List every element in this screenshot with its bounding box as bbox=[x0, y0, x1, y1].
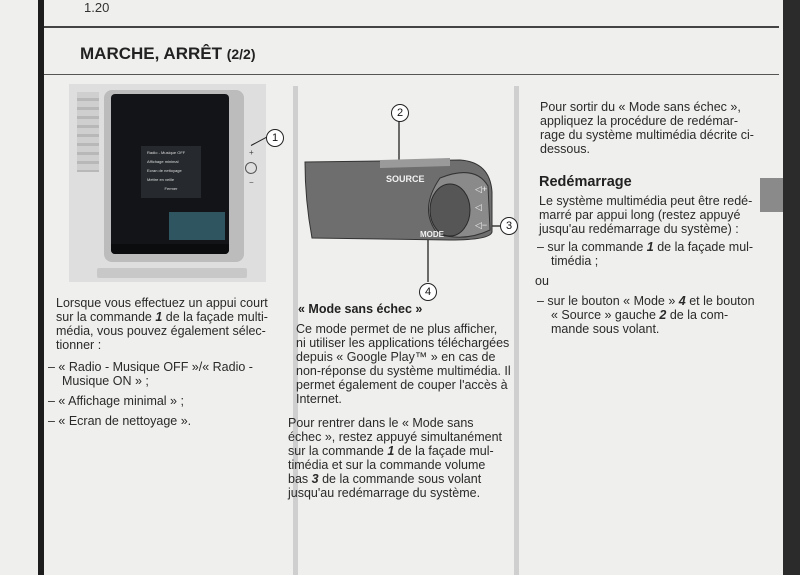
bullet-affichage: – « Affichage minimal » ; bbox=[48, 394, 184, 408]
title-rule bbox=[44, 74, 779, 75]
mode-label: MODE bbox=[420, 230, 444, 239]
left-intro: Lorsque vous effectuez un appui court sur la commande 1 de la façade multi- média, vous pouvez également sélec- tionner : bbox=[56, 296, 268, 352]
source-label: SOURCE bbox=[386, 174, 425, 184]
steering-control-illustration bbox=[300, 100, 522, 300]
menu-item-radio: Radio - Musique OFF bbox=[147, 150, 186, 155]
svg-text:◁: ◁ bbox=[475, 202, 482, 212]
menu-item-veille: Mettre en veille bbox=[147, 177, 175, 182]
quick-menu-popup bbox=[141, 146, 201, 198]
binding-edge bbox=[38, 0, 44, 575]
restart-heading: Redémarrage bbox=[539, 174, 632, 190]
menu-item-affichage: Affichage minimal bbox=[147, 159, 179, 164]
screen-display bbox=[111, 94, 229, 254]
title-main: MARCHE, ARRÊT bbox=[80, 44, 222, 63]
restart-bullet-1: – sur la commande 1 de la façade mul- bbox=[537, 240, 754, 254]
title-suffix: (2/2) bbox=[226, 46, 256, 62]
bullet-radio: – « Radio - Musique OFF »/« Radio - bbox=[48, 360, 253, 374]
page-number: 1.20 bbox=[84, 0, 110, 15]
multimedia-screen-illustration bbox=[69, 84, 266, 282]
power-button-icon bbox=[245, 162, 257, 174]
or-label: ou bbox=[535, 274, 549, 288]
chapter-tab bbox=[760, 178, 783, 212]
left-bullets: – « Radio - Musique OFF »/« Radio - Musique ON » ; – « Affichage minimal » ; – « Ecran de nettoyage ». bbox=[48, 360, 283, 428]
bullet-ecran: – « Ecran de nettoyage ». bbox=[48, 414, 192, 428]
restart-options: – sur la commande 1 de la façade mul- timédia ; ou – sur le bouton « Mode » 4 et le bouton « Source » gauche 2 de la com- mande sous volant. bbox=[537, 240, 757, 336]
menu-close: Fermer bbox=[164, 186, 178, 191]
callout-1: 1 bbox=[266, 129, 284, 147]
screen-status-bar bbox=[111, 244, 229, 254]
console-bar bbox=[97, 268, 247, 278]
callout-3: 3 bbox=[500, 217, 518, 235]
safe-mode-heading: « Mode sans échec » bbox=[298, 302, 423, 316]
callout-4: 4 bbox=[419, 283, 437, 301]
safe-mode-enter: Pour rentrer dans le « Mode sans échec », restez appuyé simultanément sur la commande 1 de la façade mul- timédia et sur la commande volume bas 3 de la commande sous volant jusqu'au redémarrage du système. bbox=[288, 416, 503, 500]
restart-description: Le système multimédia peut être redé- marré par appui long (restez appuyé jusqu'au redémarrage du système) : bbox=[539, 194, 753, 236]
map-thumbnail bbox=[169, 212, 225, 240]
minus-icon: − bbox=[249, 178, 254, 187]
callout-2: 2 bbox=[391, 104, 409, 122]
steering-control-drawing bbox=[300, 100, 522, 300]
section-title bbox=[80, 44, 256, 64]
menu-item-ecran: Ecran de nettoyage bbox=[147, 168, 182, 173]
svg-text:◁+: ◁+ bbox=[475, 184, 488, 194]
safe-mode-description: Ce mode permet de ne plus afficher, ni utiliser les applications téléchargées depuis « Google Play™ » en cas de non-réponse du système multimédia. Il permet également de couper l'accès à Internet. bbox=[296, 322, 511, 406]
restart-bullet-2: – sur le bouton « Mode » 4 et le bouton bbox=[537, 294, 755, 308]
plus-icon: + bbox=[249, 148, 254, 157]
air-vent bbox=[77, 92, 99, 172]
header-rule bbox=[44, 26, 779, 28]
svg-text:◁−: ◁− bbox=[475, 220, 488, 230]
safe-mode-exit: Pour sortir du « Mode sans échec », appliquez la procédure de redémar- rage du système multimédia décrite ci- dessous. bbox=[540, 100, 754, 156]
